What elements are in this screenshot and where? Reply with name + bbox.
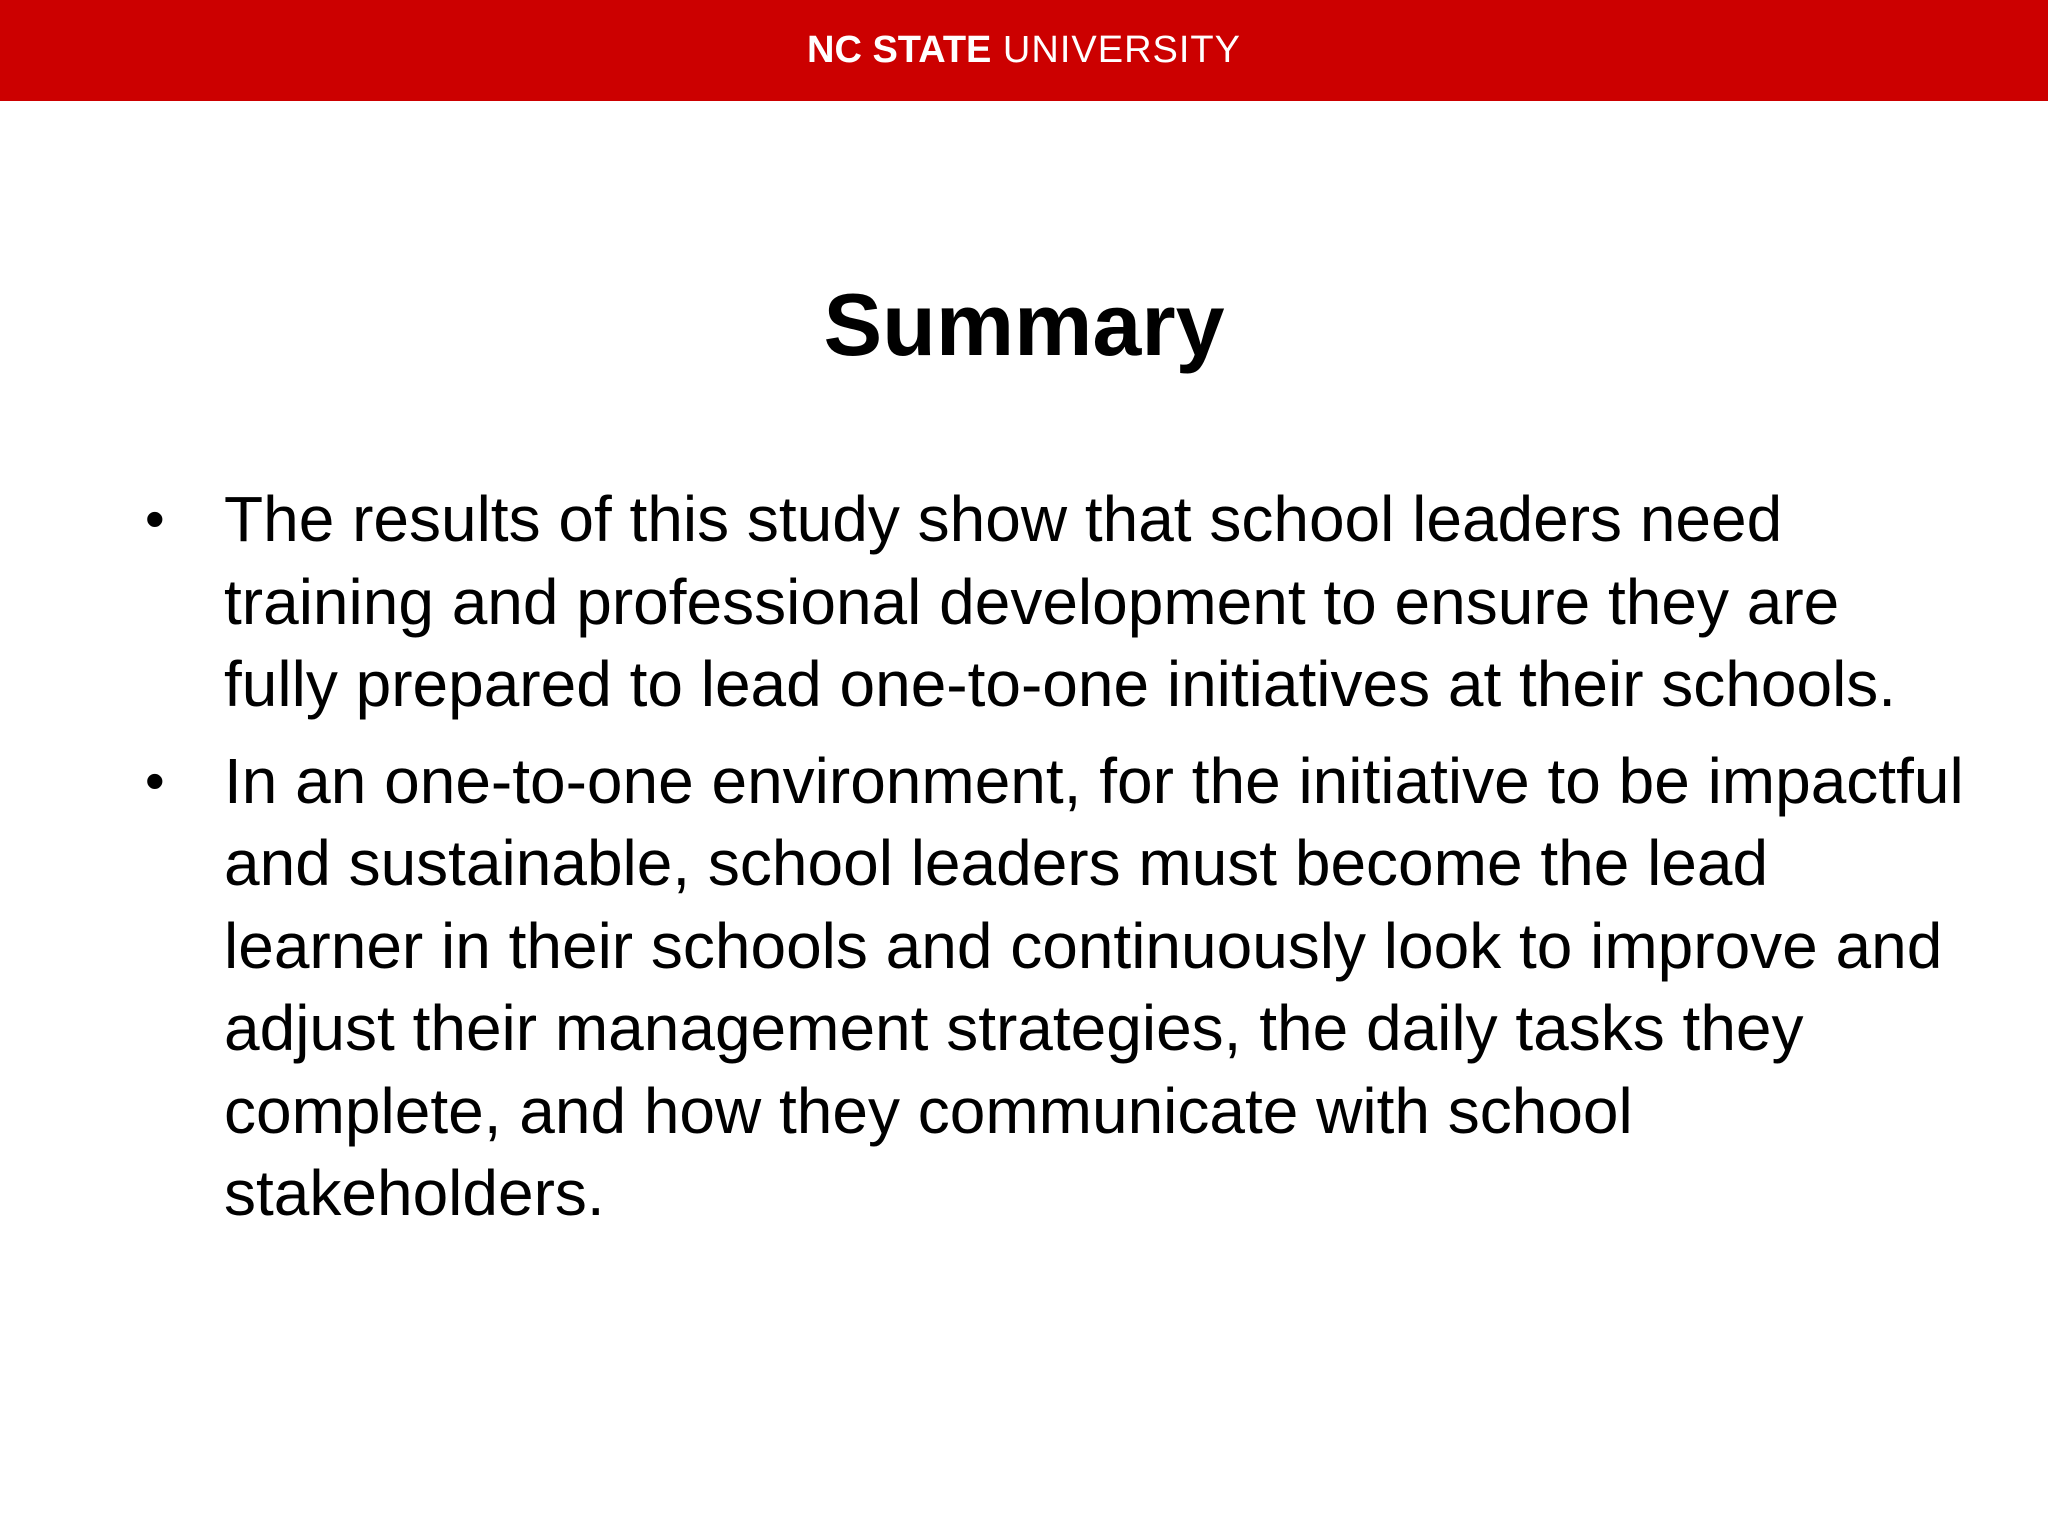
bullet-list [145,478,1965,1249]
bullet-item [145,478,1965,726]
header-bar [0,0,2048,101]
university-logo [807,29,1241,72]
bullet-item [145,740,1965,1235]
slide-title: Summary [823,275,1225,374]
logo-light-text: UNIVERSITY [991,29,1241,71]
logo-strong-text: NC STATE [807,29,992,71]
bullet-icon: • [145,487,165,550]
bullet-text: The results of this study show that school leaders need training and professional development to ensure they are fully prepared to lead one-to-one initiatives at their schools. [224,483,1897,720]
bullet-icon: • [145,748,165,812]
bullet-text: In an one-to-one environment, for the initiative to be impactful and sustainable, school leaders must become the lead learner in their schools and continuously look to improve and adjust their management strategies, the daily tasks they complete, and how they communicate with school stakeholders. [224,744,1964,1229]
